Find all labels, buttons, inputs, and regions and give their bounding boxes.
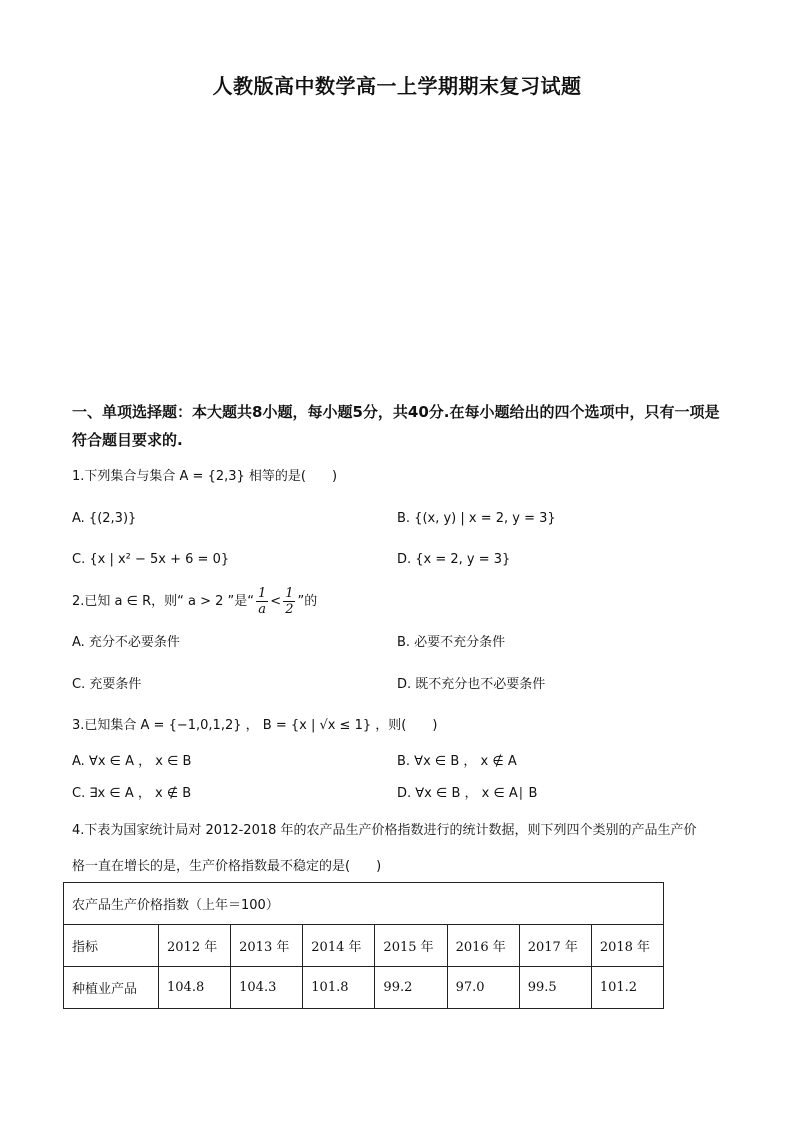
- question-3-option-a: A. ∀x ∈ A ， x ∈ B: [72, 754, 192, 769]
- question-1-option-c: C. {x | x² − 5x + 6 = 0}: [72, 552, 230, 567]
- question-4-stem-line-2: 格一直在增长的是，生产价格指数最不稳定的是( ): [72, 859, 382, 874]
- table-header-year: 2015 年: [375, 925, 447, 967]
- table-cell: 99.2: [375, 967, 447, 1009]
- question-2-option-c: C. 充要条件: [72, 677, 142, 692]
- question-2-option-b: B. 必要不充分条件: [397, 635, 506, 650]
- fraction-denominator: 2: [285, 602, 294, 617]
- table-row-label: 种植业产品: [64, 967, 159, 1009]
- table-cell: 101.2: [591, 967, 663, 1009]
- table-cell: 97.0: [447, 967, 519, 1009]
- question-4-stem-line-1: 4.下表为国家统计局对 2012-2018 年的农产品生产价格指数进行的统计数据，则下列四个类别的产品生产价: [72, 823, 697, 838]
- question-3-stem: 3.已知集合 A = {−1,0,1,2} ， B = {x | √x ≤ 1} ，则( ): [72, 718, 438, 733]
- less-than-sign: <: [270, 594, 282, 609]
- table-row: [64, 967, 664, 1009]
- question-2-option-d: D. 既不充分也不必要条件: [397, 677, 546, 692]
- table-cell: 104.3: [231, 967, 303, 1009]
- fraction-one-half: [283, 586, 295, 617]
- table-header-year: 2017 年: [519, 925, 591, 967]
- question-1-option-d: D. {x = 2, y = 3}: [397, 552, 511, 567]
- question-1-option-b: B. {(x, y) | x = 2, y = 3}: [397, 511, 556, 526]
- table-header-year: 2013 年: [231, 925, 303, 967]
- question-2-stem-suffix: ”的: [297, 594, 318, 609]
- table-header-label: 指标: [64, 925, 159, 967]
- page-title: 人教版高中数学高一上学期期末复习试题: [212, 74, 582, 98]
- question-2-stem: [72, 585, 317, 619]
- table-header-year: 2012 年: [159, 925, 231, 967]
- question-2-stem-prefix: 2.已知 a ∈ R，则“ a > 2 ”是“: [72, 594, 254, 609]
- question-1-option-a: A. {(2,3)}: [72, 511, 137, 526]
- price-index-table: [63, 882, 664, 1009]
- table-cell: 99.5: [519, 967, 591, 1009]
- table-caption-row: [64, 883, 664, 925]
- table-cell: 101.8: [303, 967, 375, 1009]
- fraction-one-over-a: [256, 586, 268, 617]
- table-cell: 104.8: [159, 967, 231, 1009]
- table-header-year: 2016 年: [447, 925, 519, 967]
- table-caption: 农产品生产价格指数（上年＝100）: [64, 883, 664, 925]
- fraction-numerator: 1: [258, 586, 267, 601]
- fraction-denominator: a: [258, 602, 267, 617]
- table-header-year: 2018 年: [591, 925, 663, 967]
- question-3-option-c: C. ∃x ∈ A ， x ∉ B: [72, 786, 192, 801]
- question-3-option-b: B. ∀x ∈ B ， x ∉ A: [397, 754, 517, 769]
- question-2-option-a: A. 充分不必要条件: [72, 635, 180, 650]
- question-3-option-d: D. ∀x ∈ B ， x ∈ A∣ B: [397, 786, 538, 801]
- table-header-year: 2014 年: [303, 925, 375, 967]
- section-heading: 一、单项选择题：本大题共8小题，每小题5分，共40分.在每小题给出的四个选项中，只有一项是符合题目要求的.: [72, 403, 720, 449]
- fraction-numerator: 1: [285, 586, 294, 601]
- question-1-stem: 1.下列集合与集合 A = {2,3} 相等的是( ): [72, 469, 338, 484]
- table-header-row: [64, 925, 664, 967]
